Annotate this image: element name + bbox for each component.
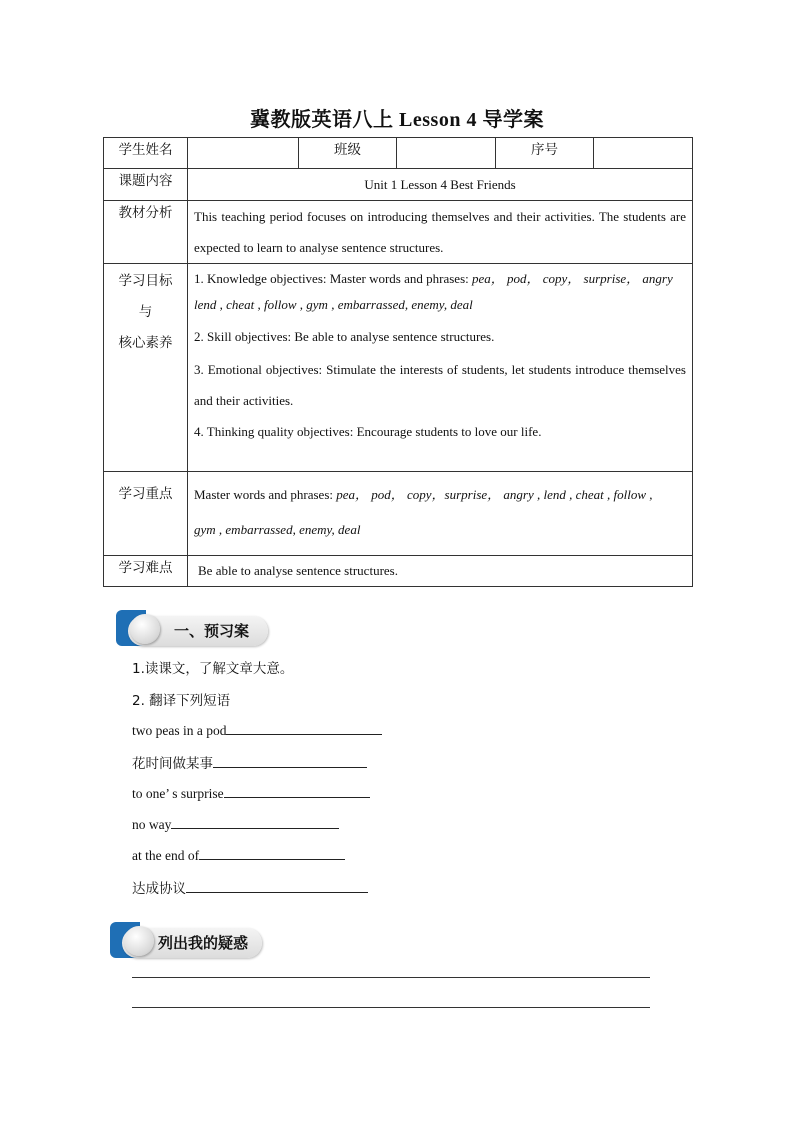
- table-row: [104, 138, 693, 169]
- analysis-cell: [188, 201, 693, 264]
- phrase-row: [132, 783, 370, 802]
- objective-thinking: 4. Thinking quality objectives: Encourage students to love our life.: [194, 424, 542, 439]
- answer-blank[interactable]: [199, 845, 345, 860]
- class-field[interactable]: [397, 138, 496, 169]
- answer-line-1[interactable]: [132, 977, 650, 978]
- banner-ball-icon: [130, 614, 160, 644]
- key-points-label: 学习重点: [104, 472, 188, 556]
- phrase-row: [132, 845, 345, 864]
- objective-knowledge-prefix: 1. Knowledge objectives: Master words and phrases:: [194, 271, 472, 286]
- table-row: [104, 264, 693, 472]
- objective-skill: 2. Skill objectives: Be able to analyse sentence structures.: [194, 329, 495, 344]
- answer-blank[interactable]: [186, 878, 368, 893]
- phrase-row: [132, 752, 367, 772]
- section2-heading: 列出我的疑惑: [158, 934, 249, 952]
- number-field[interactable]: [594, 138, 693, 169]
- phrase-row: [132, 720, 382, 739]
- student-name-label: 学生姓名: [104, 138, 188, 169]
- phrase-text: to one’ s surprise: [132, 786, 224, 801]
- key-points-line1: [194, 480, 686, 510]
- preview-item2: 2. 翻译下列短语: [132, 693, 231, 709]
- answer-line-2[interactable]: [132, 1007, 650, 1008]
- section-banner-preview: [116, 610, 271, 648]
- preview-item1: 1.读课文，了解文章大意。: [132, 661, 294, 677]
- answer-blank[interactable]: [226, 720, 382, 735]
- answer-blank[interactable]: [213, 753, 367, 768]
- key-points-cell: [188, 472, 693, 556]
- answer-blank[interactable]: [224, 783, 370, 798]
- key-points-prefix: Master words and phrases:: [194, 487, 337, 502]
- table-row: [104, 169, 693, 201]
- key-points-words2: gym , embarrassed, enemy, deal: [194, 522, 361, 537]
- student-name-field[interactable]: [188, 138, 299, 169]
- phrase-text: at the end of: [132, 848, 200, 863]
- objectives-label: [104, 264, 188, 472]
- banner-ball-icon: [124, 926, 154, 956]
- objectives-label-line1: 学习目标: [118, 273, 173, 289]
- section1-heading: 一、预习案: [174, 622, 250, 640]
- number-label: 序号: [496, 138, 594, 169]
- objective-knowledge: [194, 268, 686, 290]
- objectives-cell: [188, 264, 693, 472]
- lesson-plan-table: [103, 137, 693, 587]
- objective-emotional: 3. Emotional objectives: Stimulate the interests of students, let students introduce themselves and their activities.: [194, 362, 686, 408]
- table-row: [104, 556, 693, 587]
- phrase-text: no way: [132, 817, 172, 832]
- class-label: 班级: [299, 138, 397, 169]
- difficulties-text: Be able to analyse sentence structures.: [188, 556, 693, 587]
- phrase-row: [132, 814, 339, 833]
- table-row: [104, 201, 693, 264]
- objectives-label-line3: 核心素养: [118, 335, 173, 351]
- analysis-text: This teaching period focuses on introducing themselves and their activities. The students are expected to learn to analyse sentence structures.: [194, 209, 686, 255]
- topic-value: Unit 1 Lesson 4 Best Friends: [188, 169, 693, 201]
- page-title: 冀教版英语八上 Lesson 4 导学案: [250, 109, 544, 131]
- answer-blank[interactable]: [171, 814, 339, 829]
- objective-knowledge-words2: lend , cheat , follow , gym , embarrassed, enemy, deal: [194, 297, 473, 312]
- objectives-label-line2: 与: [138, 304, 153, 320]
- analysis-label: 教材分析: [104, 201, 188, 264]
- difficulties-label: 学习难点: [104, 556, 188, 587]
- key-points-words: pea， pod， copy，surprise， angry , lend , cheat , follow ,: [336, 487, 653, 502]
- phrase-text: 花时间做某事: [132, 756, 213, 772]
- topic-label: 课题内容: [104, 169, 188, 201]
- phrase-text: two peas in a pod: [132, 723, 227, 738]
- section-banner-questions: [110, 922, 265, 960]
- phrase-row: [132, 877, 368, 897]
- objective-knowledge-words: pea， pod， copy， surprise， angry: [472, 271, 673, 286]
- table-row: [104, 472, 693, 556]
- phrase-text: 达成协议: [132, 881, 186, 897]
